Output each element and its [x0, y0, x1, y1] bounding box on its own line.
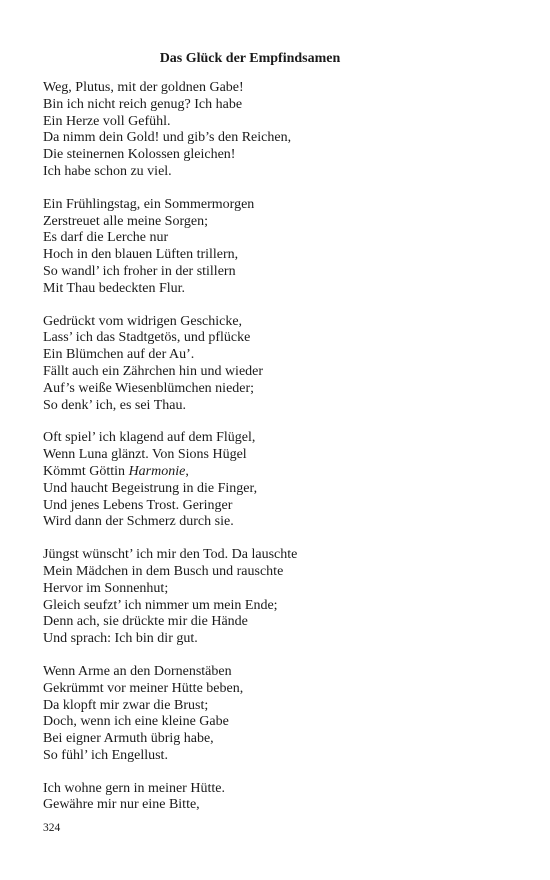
verse-line: Wird dann der Schmerz durch sie.: [43, 514, 234, 530]
verse-line: Gewähre mir nur eine Bitte,: [43, 797, 200, 813]
verse-line: So fühl’ ich Engellust.: [43, 747, 168, 763]
verse-line: Denn ach, sie drückte mir die Hände: [43, 614, 248, 630]
verse-line: Jüngst wünscht’ ich mir den Tod. Da lauschte: [43, 547, 298, 563]
verse-line: Ein Frühlingstag, ein Sommermorgen: [43, 196, 255, 212]
poem-body: [43, 80, 513, 830]
verse-line: So wandl’ ich froher in der stillern: [43, 263, 236, 279]
verse-line: Fällt auch ein Zährchen hin und wieder: [43, 363, 264, 379]
verse-line: Bin ich nicht reich genug? Ich habe: [43, 96, 243, 112]
verse-line: Wenn Luna glänzt. Von Sions Hügel: [43, 447, 247, 463]
verse-line: Da klopft mir zwar die Brust;: [43, 697, 209, 713]
verse-line: Lass’ ich das Stadtgetös, und pflücke: [43, 330, 251, 346]
verse-line-segment: Kömmt Göttin: [43, 463, 129, 479]
stanza: [43, 664, 513, 765]
verse-line-segment: ,: [185, 463, 189, 479]
verse-line: Wenn Arme an den Dornenstäben: [43, 663, 232, 679]
verse-line: Auf’s weiße Wiesenblümchen nieder;: [43, 380, 255, 396]
verse-line: Bei eigner Armuth übrig habe,: [43, 731, 214, 747]
verse-line: Ich habe schon zu viel.: [43, 163, 172, 179]
verse-line: Ein Blümchen auf der Au’.: [43, 347, 195, 363]
verse-line: Weg, Plutus, mit der goldnen Gabe!: [43, 80, 244, 95]
verse-line: Hervor im Sonnenhut;: [43, 580, 169, 596]
page-number: 324: [43, 822, 61, 834]
verse-line: Hoch in den blauen Lüften trillern,: [43, 247, 239, 263]
verse-line: Und jenes Lebens Trost. Geringer: [43, 497, 233, 513]
stanza: [43, 80, 513, 181]
verse-line: Mit Thau bedeckten Flur.: [43, 280, 186, 296]
stanza: [43, 430, 513, 531]
stanza: [43, 314, 513, 415]
verse-line: Ich wohne gern in meiner Hütte.: [43, 780, 225, 796]
verse-line: Gedrückt vom widrigen Geschicke,: [43, 313, 243, 329]
verse-line: Die steinernen Kolossen gleichen!: [43, 147, 236, 163]
stanza: [43, 781, 513, 815]
verse-line: Es darf die Lerche nur: [43, 230, 169, 246]
verse-line: Doch, wenn ich eine kleine Gabe: [43, 714, 229, 730]
stanza: [43, 547, 513, 648]
verse-line: Und haucht Begeistrung in die Finger,: [43, 480, 258, 496]
verse-line: Zerstreuet alle meine Sorgen;: [43, 213, 208, 229]
poem-title: Das Glück der Empfindsamen: [159, 51, 341, 66]
verse-line: Ein Herze voll Gefühl.: [43, 113, 171, 129]
verse-line-italic: Harmonie: [128, 463, 186, 479]
verse-line: [43, 464, 513, 481]
verse-line: Gleich seufzt’ ich nimmer um mein Ende;: [43, 597, 278, 613]
verse-line: Mein Mädchen in dem Busch und rauschte: [43, 563, 284, 579]
verse-line: Oft spiel’ ich klagend auf dem Flügel,: [43, 430, 256, 446]
stanza: [43, 197, 513, 298]
verse-line: Da nimm dein Gold! und gib’s den Reichen,: [43, 130, 292, 146]
verse-line: Und sprach: Ich bin dir gut.: [43, 631, 198, 647]
verse-line: So denk’ ich, es sei Thau.: [43, 397, 186, 413]
verse-line: Gekrümmt vor meiner Hütte beben,: [43, 680, 244, 696]
